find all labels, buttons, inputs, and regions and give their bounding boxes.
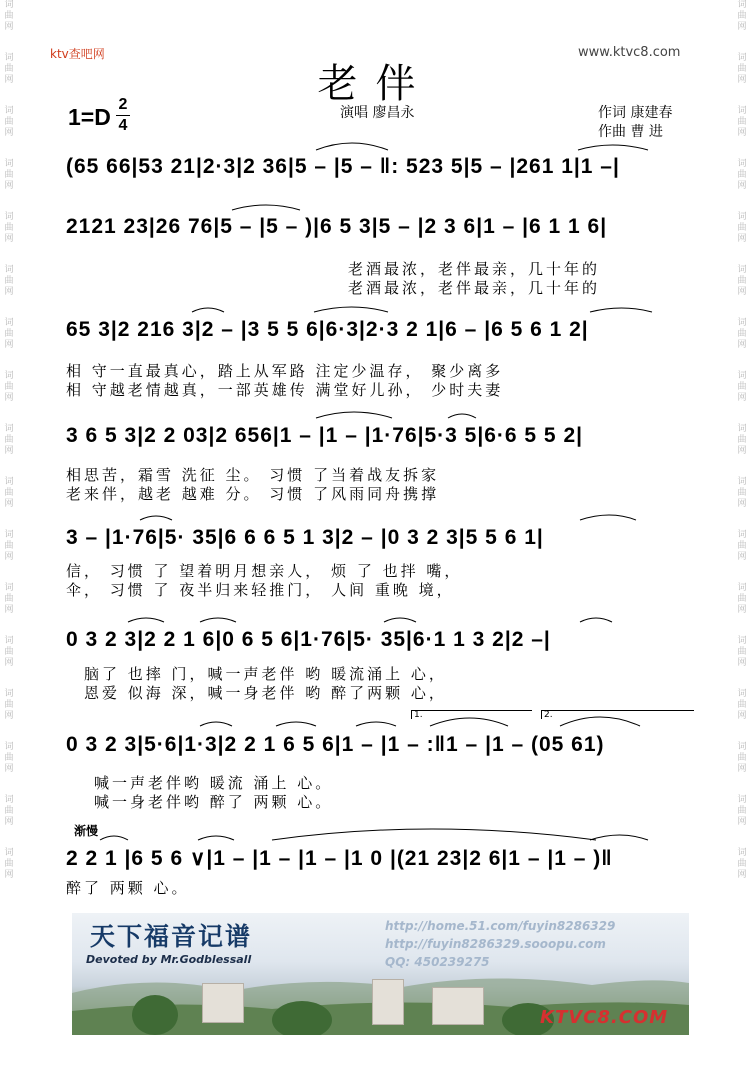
notation-line-3: 65 3|2 216 3|2 – |3 5 5 6|6·3|2·3 2 1|6 – |6 5 6 1 2| — [66, 318, 589, 341]
watermark-glyph: 曲 — [737, 382, 747, 392]
volta-2: 2. — [541, 710, 694, 719]
banner-devoted: Devoted by Mr.Godblessall — [86, 953, 252, 966]
lyric-line-3a: 相 守一直最真心，踏上从军路 注定少温存， 聚少离多 — [66, 362, 504, 380]
watermark-glyph: 曲 — [737, 11, 747, 21]
watermark-glyph: 词 — [4, 0, 14, 10]
watermark-glyph: 曲 — [4, 276, 14, 286]
slur-arc — [384, 618, 416, 622]
site-url-right[interactable]: www.ktvc8.com — [578, 45, 681, 60]
watermark-glyph: 曲 — [4, 806, 14, 816]
lyric-line-2a: 老酒最浓，老伴最亲，几十年的 — [348, 260, 601, 278]
watermark-glyph: 词 — [737, 53, 747, 63]
watermark-glyph: 网 — [4, 340, 14, 350]
watermark-glyph: 网 — [737, 552, 747, 562]
volta-1: 1. — [411, 710, 532, 719]
watermark-glyph: 词 — [4, 106, 14, 116]
notation-line-6: 0 3 2 3|2 2 1 6|0 6 5 6|1·76|5· 35|6·1 1 3 2|2 –| — [66, 628, 551, 651]
watermark-glyph: 网 — [4, 658, 14, 668]
watermark-glyph: 词 — [737, 265, 747, 275]
watermark-glyph: 词 — [737, 742, 747, 752]
building-shape — [372, 979, 404, 1025]
watermark-glyph: 网 — [737, 658, 747, 668]
watermark-glyph: 网 — [737, 393, 747, 403]
watermark-glyph: 曲 — [4, 382, 14, 392]
watermark-glyph: 曲 — [737, 806, 747, 816]
slur-arc — [100, 836, 128, 840]
watermark-glyph: 网 — [4, 128, 14, 138]
watermark-glyph: 词 — [737, 106, 747, 116]
watermark-glyph: 曲 — [4, 647, 14, 657]
watermark-glyph: 曲 — [4, 64, 14, 74]
notation-line-8: 2 2 1 |6 5 6 ∨|1 – |1 – |1 – |1 0 |(21 23|2 6|1 – |1 – )‖ — [66, 847, 613, 870]
watermark-glyph: 网 — [4, 446, 14, 456]
watermark-glyph: 网 — [4, 711, 14, 721]
watermark-glyph: 网 — [737, 870, 747, 880]
lyric-line-8: 醉了 两颗 心。 — [66, 879, 190, 897]
watermark-glyph: 网 — [737, 764, 747, 774]
watermark-glyph: 词 — [4, 424, 14, 434]
banner-logo-text: 天下福音记谱 — [90, 922, 253, 951]
watermark-glyph: 词 — [4, 742, 14, 752]
tie-arc — [232, 205, 300, 210]
watermark-glyph: 曲 — [737, 329, 747, 339]
watermark-glyph: 词 — [4, 371, 14, 381]
watermark-glyph: 曲 — [4, 329, 14, 339]
watermark-glyph: 网 — [737, 711, 747, 721]
watermark-glyph: 词 — [737, 318, 747, 328]
watermark-glyph: 曲 — [737, 276, 747, 286]
banner-link-1[interactable]: http://home.51.com/fuyin8286329 — [385, 919, 616, 933]
watermark-glyph: 词 — [4, 848, 14, 858]
watermark-glyph: 词 — [737, 530, 747, 540]
slur-arc — [200, 722, 232, 726]
singer-credit: 演唱 廖昌永 — [340, 105, 415, 121]
watermark-glyph: 曲 — [737, 488, 747, 498]
watermark-glyph: 曲 — [4, 700, 14, 710]
watermark-glyph: 曲 — [4, 541, 14, 551]
watermark-glyph: 曲 — [737, 859, 747, 869]
watermark-glyph: 词 — [4, 212, 14, 222]
watermark-glyph: 网 — [4, 287, 14, 297]
slur-arc — [580, 618, 612, 622]
watermark-glyph: 曲 — [737, 170, 747, 180]
banner-link-2[interactable]: http://fuyin8286329.sooopu.com — [385, 937, 606, 951]
watermark-glyph: 词 — [4, 583, 14, 593]
watermark-glyph: 词 — [4, 265, 14, 275]
lyric-line-6b: 恩爱 似海 深，喊一身老伴 哟 醉了两颗 心， — [84, 684, 447, 702]
slur-arc — [356, 722, 396, 726]
watermark-glyph: 曲 — [737, 647, 747, 657]
watermark-glyph: 词 — [4, 318, 14, 328]
watermark-glyph: 词 — [4, 530, 14, 540]
watermark-glyph: 曲 — [737, 64, 747, 74]
watermark-glyph: 网 — [4, 234, 14, 244]
watermark-glyph: 网 — [737, 234, 747, 244]
watermark-glyph: 曲 — [4, 11, 14, 21]
tie-arc — [272, 829, 596, 840]
building-shape — [432, 987, 484, 1025]
watermark-glyph: 曲 — [4, 488, 14, 498]
watermark-glyph: 词 — [737, 636, 747, 646]
watermark-glyph: 网 — [4, 764, 14, 774]
watermark-glyph: 网 — [737, 446, 747, 456]
building-shape — [202, 983, 244, 1023]
slur-arc — [314, 307, 388, 312]
meter-bottom: 4 — [118, 117, 128, 134]
watermark-glyph: 网 — [737, 817, 747, 827]
watermark-glyph: 曲 — [4, 170, 14, 180]
notation-line-1: (65 66|53 21|2·3|2 36|5 – |5 – ‖: 523 5|5 – |261 1|1 –| — [66, 155, 620, 178]
lyric-line-2b: 老酒最浓，老伴最亲，几十年的 — [348, 279, 601, 297]
watermark-glyph: 曲 — [737, 594, 747, 604]
slur-arc — [580, 515, 636, 520]
lyric-line-5b: 伞， 习惯 了 夜半归来轻推门， 人间 重晚 境， — [66, 581, 455, 599]
watermark-glyph: 网 — [737, 75, 747, 85]
ktvc8-stamp-logo: KTVC8.COM — [540, 1007, 669, 1028]
watermark-glyph: 网 — [737, 287, 747, 297]
watermark-glyph: 网 — [737, 181, 747, 191]
watermark-glyph: 曲 — [737, 541, 747, 551]
notation-line-7: 0 3 2 3|5·6|1·3|2 2 1 6 5 6|1 – |1 – :‖1 – |1 – (05 61) — [66, 733, 605, 756]
watermark-glyph: 网 — [4, 22, 14, 32]
slur-arc — [448, 414, 476, 418]
tree-shape — [272, 1001, 332, 1035]
watermark-glyph: 曲 — [737, 435, 747, 445]
watermark-glyph: 网 — [4, 181, 14, 191]
watermark-glyph: 网 — [4, 605, 14, 615]
tree-shape — [132, 995, 178, 1035]
key-signature: 1=D — [68, 104, 111, 130]
notation-line-5: 3 – |1·76|5· 35|6 6 6 5 1 3|2 – |0 3 2 3|5 5 6 1| — [66, 526, 544, 549]
tie-arc — [430, 718, 508, 726]
slur-arc — [140, 516, 172, 520]
watermark-glyph: 曲 — [4, 117, 14, 127]
watermark-glyph: 网 — [737, 605, 747, 615]
watermark-glyph: 曲 — [737, 700, 747, 710]
watermark-glyph: 词 — [4, 636, 14, 646]
watermark-glyph: 词 — [737, 371, 747, 381]
watermark-glyph: 词 — [737, 477, 747, 487]
slur-arc — [192, 308, 224, 312]
watermark-glyph: 词 — [4, 477, 14, 487]
slur-arc — [198, 836, 234, 840]
lyric-line-4a: 相思苦，霜雪 洗征 尘。 习惯 了当着战友拆家 — [66, 466, 440, 484]
notation-line-4: 3 6 5 3|2 2 03|2 656|1 – |1 – |1·76|5·3 5|6·6 5 5 2| — [66, 424, 584, 447]
watermark-glyph: 网 — [4, 499, 14, 509]
watermark-glyph: 词 — [737, 0, 747, 10]
lyric-line-3b: 相 守越老情越真，一部英雄传 满堂好儿孙， 少时夫妻 — [66, 381, 504, 399]
watermark-glyph: 网 — [4, 817, 14, 827]
watermark-glyph: 网 — [737, 499, 747, 509]
watermark-glyph: 网 — [4, 75, 14, 85]
watermark-glyph: 词 — [737, 212, 747, 222]
watermark-glyph: 网 — [737, 22, 747, 32]
site-name-left[interactable]: ktv查吧网 — [50, 47, 105, 61]
watermark-glyph: 网 — [4, 393, 14, 403]
watermark-glyph: 网 — [4, 552, 14, 562]
slur-arc — [128, 618, 164, 622]
watermark-glyph: 曲 — [737, 223, 747, 233]
tie-arc — [316, 412, 392, 418]
watermark-glyph: 词 — [4, 53, 14, 63]
meter-top: 2 — [118, 96, 128, 113]
watermark-glyph: 曲 — [4, 859, 14, 869]
watermark-glyph: 词 — [4, 795, 14, 805]
watermark-glyph: 网 — [737, 340, 747, 350]
watermark-glyph: 曲 — [4, 435, 14, 445]
lyric-line-7b: 喊一身老伴哟 醉了 两颗 心。 — [94, 793, 334, 811]
song-title: 老伴 — [317, 61, 434, 107]
slur-arc — [276, 722, 316, 726]
tie-arc — [560, 717, 640, 726]
tie-arc — [316, 143, 388, 150]
lyric-line-6a: 脑了 也摔 门，喊一声老伴 哟 暖流涌上 心， — [84, 665, 447, 683]
slur-arc — [590, 308, 652, 312]
notation-line-2: 2121 23|26 76|5 – |5 – )|6 5 3|5 – |2 3 6|1 – |6 1 1 6| — [66, 215, 608, 238]
watermark-glyph: 曲 — [4, 223, 14, 233]
banner-qq: QQ: 450239275 — [385, 955, 490, 969]
lyricist-credit: 作词 康建春 — [598, 105, 673, 121]
watermark-glyph: 网 — [4, 870, 14, 880]
watermark-glyph: 曲 — [737, 753, 747, 763]
watermark-glyph: 曲 — [4, 594, 14, 604]
watermark-glyph: 词 — [4, 159, 14, 169]
tempo-mark: 渐慢 — [74, 824, 99, 838]
publisher-banner — [72, 913, 689, 1035]
watermark-glyph: 词 — [737, 424, 747, 434]
tie-arc — [578, 145, 648, 150]
watermark-glyph: 曲 — [737, 117, 747, 127]
watermark-glyph: 词 — [737, 159, 747, 169]
slur-arc — [200, 618, 236, 622]
watermark-glyph: 词 — [737, 689, 747, 699]
composer-credit: 作曲 曹 进 — [598, 124, 663, 140]
lyric-line-4b: 老来伴，越老 越难 分。 习惯 了风雨同舟携撑 — [66, 485, 440, 503]
watermark-glyph: 词 — [737, 583, 747, 593]
watermark-glyph: 词 — [737, 848, 747, 858]
watermark-glyph: 网 — [737, 128, 747, 138]
watermark-glyph: 曲 — [4, 753, 14, 763]
watermark-glyph: 词 — [4, 689, 14, 699]
tie-arc — [590, 835, 648, 840]
lyric-line-5a: 信， 习惯 了 望着明月想亲人， 烦 了 也拌 嘴， — [66, 562, 463, 580]
lyric-line-7a: 喊一声老伴哟 暖流 涌上 心。 — [94, 774, 334, 792]
watermark-glyph: 词 — [737, 795, 747, 805]
